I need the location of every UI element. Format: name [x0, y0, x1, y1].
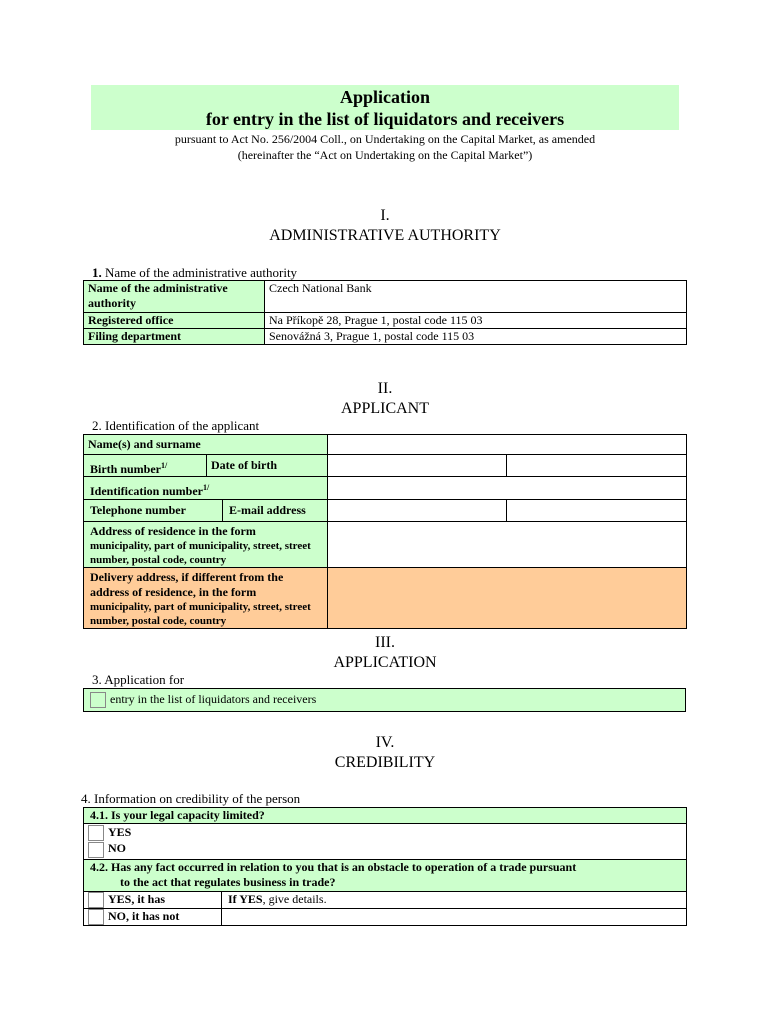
address-detail-text: municipality, part of municipality, street, street number, postal code, country — [90, 540, 311, 566]
section3-title: APPLICATION — [333, 654, 437, 671]
section2-caption: 2. Identification of the applicant — [92, 418, 260, 433]
table-row — [84, 329, 687, 345]
section1-title: ADMINISTRATIVE AUTHORITY — [269, 227, 501, 244]
birth-number-input[interactable] — [328, 455, 507, 477]
dob-label: Date of birth — [211, 458, 277, 472]
registered-office-value: Na Příkopě 28, Prague 1, postal code 115 03 — [265, 313, 687, 329]
section2-title: APPLICANT — [340, 400, 429, 417]
table-row — [84, 281, 687, 313]
q1-no-option[interactable] — [88, 841, 682, 857]
authority-name-value: Czech National Bank — [265, 281, 687, 313]
applicant-table — [83, 434, 687, 629]
section1-caption — [92, 265, 297, 281]
q2-no-label: NO, it has not — [108, 908, 180, 923]
delivery-label-text: Delivery address, if different from the address of residence, in the form — [90, 570, 284, 599]
footnote-mark: 1/ — [203, 483, 210, 492]
q2-details-rest: , give details. — [262, 891, 327, 906]
caption-number: 1. — [92, 265, 102, 280]
q1-yes-checkbox[interactable] — [88, 825, 104, 841]
application-option[interactable] — [84, 689, 686, 712]
application-option-label: entry in the list of liquidators and receivers — [110, 691, 317, 706]
address-label-text: Address of residence in the form — [90, 524, 256, 538]
name-label: Name(s) and surname — [84, 435, 328, 455]
delivery-address-label — [84, 568, 328, 629]
q1-yes-option[interactable] — [88, 825, 682, 841]
table-row — [84, 824, 687, 860]
section4-title: CREDIBILITY — [334, 754, 436, 771]
id-number-input[interactable] — [328, 477, 687, 500]
q2-line2: to the act that regulates business in trade? — [120, 874, 336, 889]
table-row — [84, 891, 687, 908]
id-number-text: Identification number — [90, 484, 204, 498]
q2-yes-label: YES, it has — [108, 891, 166, 906]
table-row — [84, 808, 687, 824]
birth-number-text: Birth number — [90, 462, 162, 476]
table-row — [84, 689, 686, 712]
application-table — [83, 688, 686, 712]
table-row — [84, 435, 687, 455]
table-row — [84, 455, 687, 477]
credibility-table — [83, 807, 687, 926]
filing-department-value: Senovážná 3, Prague 1, postal code 115 03 — [265, 329, 687, 345]
phone-email-labels — [84, 500, 328, 522]
q1-no-checkbox[interactable] — [88, 842, 104, 858]
question-4-2 — [84, 859, 687, 891]
registered-office-label: Registered office — [84, 313, 265, 329]
name-input[interactable] — [328, 435, 687, 455]
authority-table — [83, 280, 687, 345]
caption-text: Name of the administrative authority — [101, 265, 298, 280]
q2-details-bold: If YES — [228, 891, 263, 906]
page-title-line2: for entry in the list of liquidators and receivers — [205, 109, 565, 129]
q2-line1: 4.2. Has any fact occurred in relation to you that is an obstacle to operation of a trade pursuant — [90, 859, 577, 874]
table-row — [84, 313, 687, 329]
dob-input[interactable] — [507, 455, 687, 477]
section1-number: I. — [380, 207, 390, 224]
email-label: E-mail address — [229, 503, 306, 517]
q1-yes-label: YES — [108, 825, 132, 839]
table-row — [84, 859, 687, 891]
birth-number-label — [84, 455, 207, 476]
table-row — [84, 568, 687, 629]
address-input[interactable] — [328, 522, 687, 568]
address-label — [84, 522, 328, 568]
table-row — [84, 522, 687, 568]
q2-details-input[interactable] — [222, 908, 687, 925]
entry-checkbox[interactable] — [90, 692, 106, 708]
phone-label: Telephone number — [84, 500, 223, 521]
filing-department-label: Filing department — [84, 329, 265, 345]
q2-no-checkbox[interactable] — [88, 909, 104, 925]
phone-input[interactable] — [328, 500, 507, 522]
table-row — [84, 500, 687, 522]
section4-caption: 4. Information on credibility of the person — [81, 791, 301, 806]
section3-number: III. — [375, 634, 395, 651]
table-row — [84, 908, 687, 925]
page-title: Application — [339, 87, 431, 107]
delivery-detail-text: municipality, part of municipality, street, street number, postal code, country — [90, 601, 311, 627]
id-number-label — [84, 477, 328, 500]
authority-name-label: Name of the administrative authority — [84, 281, 265, 313]
section3-caption: 3. Application for — [92, 672, 185, 687]
subtitle-line1: pursuant to Act No. 256/2004 Coll., on Undertaking on the Capital Market, as amended — [174, 132, 596, 146]
q2-details[interactable] — [222, 891, 687, 908]
subtitle-line2: (hereinafter the “Act on Undertaking on the Capital Market”) — [237, 148, 533, 162]
section2-number: II. — [377, 380, 393, 397]
delivery-address-input[interactable] — [328, 568, 687, 629]
table-row — [84, 477, 687, 500]
footnote-mark: 1/ — [161, 461, 168, 470]
question-4-1: 4.1. Is your legal capacity limited? — [84, 808, 687, 824]
section4-number: IV. — [375, 734, 395, 751]
email-input[interactable] — [507, 500, 687, 522]
q2-no-option[interactable] — [84, 908, 222, 925]
q1-no-label: NO — [108, 841, 126, 856]
question-4-1-options — [84, 824, 687, 860]
birth-dob-labels — [84, 455, 328, 477]
q2-yes-checkbox[interactable] — [88, 892, 104, 908]
q2-yes-option[interactable] — [84, 891, 222, 908]
